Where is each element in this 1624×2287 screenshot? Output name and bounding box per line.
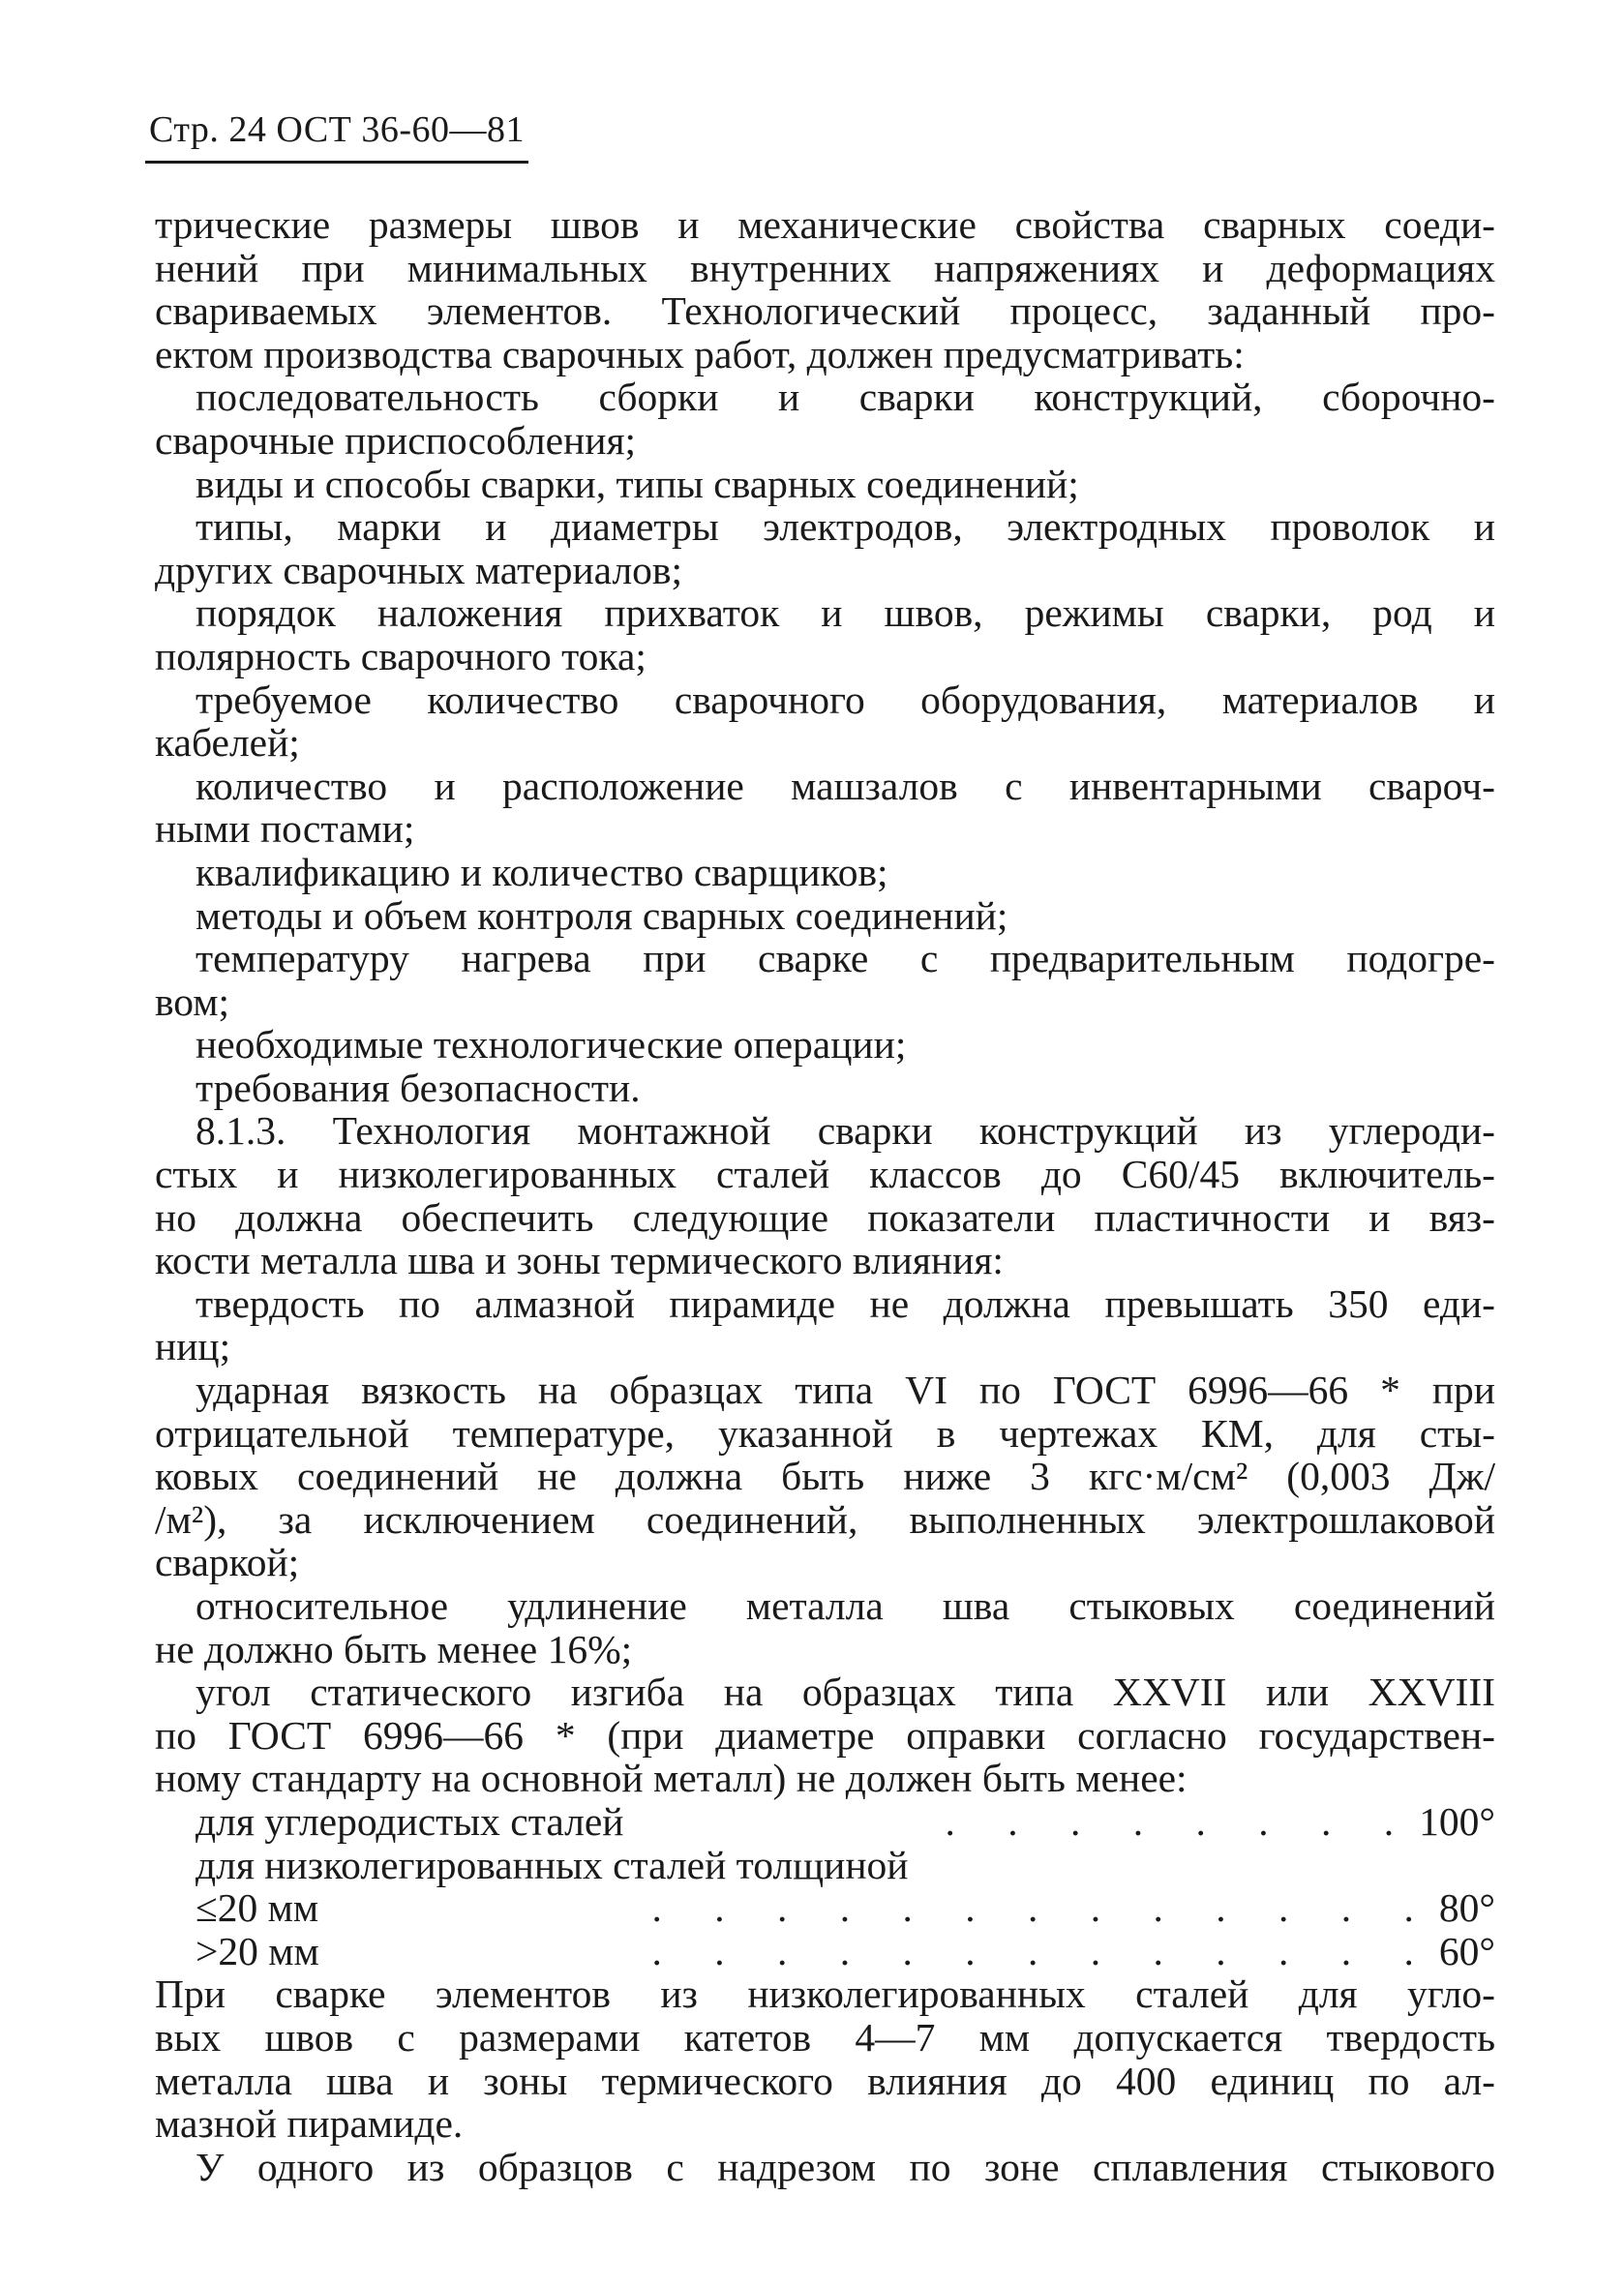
text-block-main: [155, 203, 1495, 1800]
text-line: ударная вязкость на образцах типа VI по ГОСТ 6996—66 * при: [195, 1368, 1495, 1413]
text-block-tail: [155, 1972, 1495, 2188]
values-row-lowalloy: для низколегированных сталей толщиной: [195, 1842, 909, 1887]
values-row-value: 80°: [1438, 1885, 1495, 1931]
text-line: количество и расположение машзалов с инвентарными свароч-: [195, 763, 1495, 808]
text-line: твердость по алмазной пирамиде не должна превышать 350 еди-: [195, 1280, 1495, 1326]
page-body: [155, 203, 1495, 2188]
text-line: относительное удлинение металла шва стыковых соединений: [195, 1583, 1495, 1628]
text-line: но должна обеспечить следующие показатели пластичности и вяз-: [155, 1194, 1495, 1240]
text-line: У одного из образцов с надрезом по зоне сплавления стыкового: [195, 2144, 1495, 2189]
text-line: ектом производства сварочных работ, должен предусматривать:: [155, 331, 1245, 376]
values-row-leader: . . . . . . . . . . . . .: [651, 1929, 1435, 1973]
text-line: необходимые технологические операции;: [195, 1022, 907, 1068]
text-line: последовательность сборки и сварки конструкций, сборочно-: [195, 375, 1495, 420]
values-row-value: 100°: [1419, 1798, 1495, 1844]
text-line: сваркой;: [155, 1540, 300, 1585]
values-row-label: для углеродистых сталей: [195, 1798, 624, 1844]
values-table: [155, 1800, 1495, 1972]
text-line: не должно быть менее 16%;: [155, 1626, 633, 1671]
values-row-value: 60°: [1438, 1928, 1495, 1973]
text-line: требования безопасности.: [195, 1065, 641, 1110]
text-line: по ГОСТ 6996—66 * (при диаметре оправки согласно государствен-: [155, 1712, 1495, 1758]
text-line: стых и низколегированных сталей классов до С60/45 включитель-: [155, 1152, 1495, 1197]
text-line: вых швов с размерами катетов 4—7 мм допускается твердость: [155, 2014, 1495, 2060]
text-line: угол статического изгиба на образцах типа XXVII или XXVIII: [195, 1670, 1495, 1715]
text-line: кости металла шва и зоны термического влияния:: [155, 1238, 1004, 1283]
text-line: порядок наложения прихваток и швов, режимы сварки, род и: [195, 590, 1495, 636]
values-row-leader: . . . . . . . . . . . . .: [651, 1886, 1435, 1930]
text-line: виды и способы сварки, типы сварных соединений;: [195, 461, 1079, 506]
text-line: сварочные приспособления;: [155, 417, 637, 463]
values-row-label: ≤20 мм: [195, 1885, 319, 1931]
text-line: металла шва и зоны термического влияния до 400 единиц по ал-: [155, 2058, 1495, 2103]
header-rule: [145, 161, 528, 164]
text-line: вом;: [155, 978, 230, 1024]
text-line: требуемое количество сварочного оборудования, материалов и: [195, 677, 1495, 722]
text-line: ковых соединений не должна быть ниже 3 кгс·м/см² (0,003 Дж/: [155, 1454, 1495, 1499]
text-line: /м²), за исключением соединений, выполненных электрошлаковой: [155, 1496, 1495, 1542]
text-line: температуру нагрева при сварке с предварительным подогре-: [195, 936, 1495, 981]
page-header: Стр. 24 ОСТ 36-60—81: [149, 109, 526, 150]
text-line: ными постами;: [155, 806, 415, 852]
text-line: квалификацию и количество сварщиков;: [195, 849, 888, 894]
text-line: типы, марки и диаметры электродов, электродных проволок и: [195, 504, 1495, 550]
text-line: трические размеры швов и механические свойства сварных соеди-: [155, 202, 1495, 247]
text-line: 8.1.3. Технология монтажной сварки конструкций из углероди-: [195, 1108, 1495, 1154]
text-line: При сварке элементов из низколегированных сталей для угло-: [155, 1971, 1495, 2017]
values-row-gt20: [155, 1930, 1495, 1973]
text-line: мазной пирамиде.: [155, 2101, 464, 2147]
text-line: других сварочных материалов;: [155, 547, 683, 592]
text-line: методы и объем контроля сварных соединений;: [195, 892, 1008, 938]
values-row-leader: . . . . . . . .: [945, 1799, 1416, 1844]
values-row-carbon: [155, 1800, 1495, 1844]
text-line: ниц;: [155, 1324, 231, 1369]
text-line: свариваемых элементов. Технологический процесс, заданный про-: [155, 288, 1495, 334]
text-line: нений при минимальных внутренних напряжениях и деформациях: [155, 245, 1495, 290]
values-row-label: >20 мм: [195, 1928, 319, 1973]
text-line: кабелей;: [155, 720, 300, 766]
text-line: отрицательной температуре, указанной в чертежах КМ, для сты-: [155, 1410, 1495, 1456]
text-line: полярность сварочного тока;: [155, 633, 647, 678]
values-row-le20: [155, 1886, 1495, 1930]
text-line: ному стандарту на основной металл) не должен быть менее:: [155, 1756, 1188, 1801]
